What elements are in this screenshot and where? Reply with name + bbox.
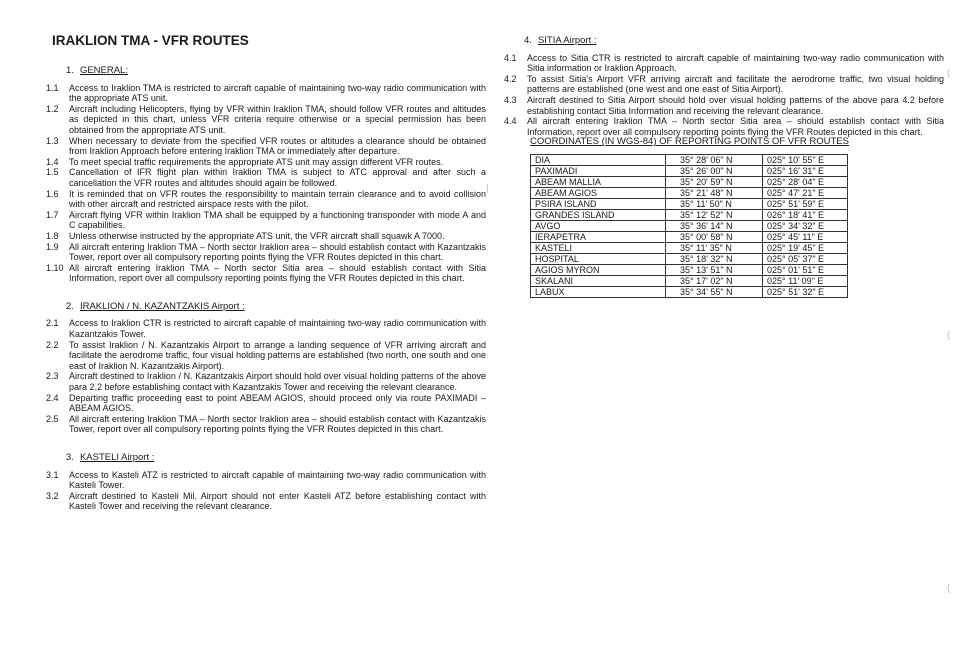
table-row bbox=[531, 165, 848, 176]
longitude-cell: 025° 16' 31" E bbox=[763, 165, 848, 176]
section-heading bbox=[46, 302, 486, 313]
point-name-cell: DIA bbox=[531, 154, 666, 165]
point-name-cell: KASTELI bbox=[531, 242, 666, 253]
latitude-cell: 35° 26' 00" N bbox=[666, 165, 763, 176]
latitude-cell: 35° 20' 59" N bbox=[666, 176, 763, 187]
point-name-cell: HOSPITAL bbox=[531, 253, 666, 264]
paragraph bbox=[504, 116, 944, 137]
margin-mark: | bbox=[486, 183, 489, 194]
paragraph bbox=[46, 136, 486, 157]
coordinates-title: COORDINATES (IN WGS-84) OF REPORTING POINTS OF VFR ROUTES bbox=[530, 136, 849, 148]
paragraph-text: Cancellation of IFR flight plan within Iraklion TMA is subject to ATC approval and after such a cancellation the VFR routes and altitudes should again be followed. bbox=[69, 167, 486, 188]
table-row bbox=[531, 187, 848, 198]
longitude-cell: 025° 10' 55" E bbox=[763, 154, 848, 165]
section-number: 1. bbox=[66, 65, 74, 76]
section-number: 3. bbox=[66, 452, 74, 463]
point-name-cell: AGIOS MYRON bbox=[531, 264, 666, 275]
paragraph bbox=[46, 393, 486, 414]
table-row bbox=[531, 209, 848, 220]
paragraph-number: 1.1 bbox=[46, 82, 59, 93]
paragraph-text: All aircraft entering Iraklion TMA – North sector Iraklion area – should establish contact with Kazantzakis Tower, report over all compulsory reporting points flying the VFR Routes depicted in this chart. bbox=[69, 413, 486, 435]
paragraph-text: All aircraft entering Iraklion TMA – North sector Iraklion area – should establish contact with Kazantzakis Tower, report over all compulsory reporting points flying the VFR Routes depicted in this chart. bbox=[69, 241, 486, 263]
page-title: IRAKLION TMA - VFR ROUTES bbox=[52, 33, 249, 48]
latitude-cell: 35° 17' 02" N bbox=[666, 275, 763, 286]
section-3 bbox=[46, 453, 486, 512]
paragraph-text: To assist Sitia's Airport VFR arriving aircraft and facilitate the aerodrome traffic, two visual holding patterns are established (one west and one east of Sitia Airport). bbox=[527, 73, 944, 95]
table-row bbox=[531, 176, 848, 187]
section-heading-text: GENERAL: bbox=[79, 65, 128, 76]
paragraph-number: 1.3 bbox=[46, 135, 59, 146]
margin-mark: ( bbox=[947, 330, 951, 341]
paragraph bbox=[46, 263, 486, 284]
coordinates-section bbox=[504, 137, 944, 298]
latitude-cell: 35° 00' 58" N bbox=[666, 231, 763, 242]
paragraph bbox=[46, 318, 486, 339]
point-name-cell: GRANDES ISLAND bbox=[531, 209, 666, 220]
paragraph-number: 4.1 bbox=[504, 52, 517, 63]
longitude-cell: 025° 34' 32" E bbox=[763, 220, 848, 231]
paragraph-number: 4.2 bbox=[504, 73, 517, 84]
paragraph-text: To assist Iraklion / N. Kazantzakis Airport to arrange a landing sequence of VFR arriving aircraft and facilitate the aerodrome traffic, four visual holding patterns are established (two north, one south and one east of Iraklion N. Kazantzakis Airport). bbox=[69, 339, 486, 371]
paragraph-text: Aircraft destined to Sitia Airport should hold over visual holding patterns of the above para 4.2 before establishing contact Sitia Information and receiving the relevant clearance. bbox=[527, 94, 944, 116]
point-name-cell: PSIRA ISLAND bbox=[531, 198, 666, 209]
paragraph-text: All aircraft entering Iraklion TMA – North sector Sitia area – should establish contact with Sitia Information, report over all compulsory reporting points flying the VFR Routes depicted in this chart. bbox=[69, 262, 486, 284]
paragraph-text: Departing traffic proceeding east to point ABEAM AGIOS, should proceed only via route PAXIMADI – ABEAM AGIOS. bbox=[69, 392, 486, 414]
paragraph bbox=[46, 340, 486, 372]
paragraph-number: 1.2 bbox=[46, 103, 59, 114]
longitude-cell: 026° 18' 41" E bbox=[763, 209, 848, 220]
table-row bbox=[531, 286, 848, 297]
paragraph bbox=[46, 470, 486, 491]
table-row bbox=[531, 275, 848, 286]
paragraph bbox=[46, 83, 486, 104]
point-name-cell: IERAPETRA bbox=[531, 231, 666, 242]
longitude-cell: 025° 47' 21" E bbox=[763, 187, 848, 198]
longitude-cell: 025° 01' 51" E bbox=[763, 264, 848, 275]
paragraph-text: To meet special traffic requirements the appropriate ATS unit may assign different VFR routes. bbox=[69, 156, 444, 167]
paragraph-number: 2.4 bbox=[46, 392, 59, 403]
paragraph-number: 2.2 bbox=[46, 339, 59, 350]
latitude-cell: 35° 28' 06" N bbox=[666, 154, 763, 165]
paragraph-text: It is reminded that on VFR routes the responsibility to maintain terrain clearance and to avoid collision with other aircraft and restricted airspace rests with the pilot. bbox=[69, 188, 486, 210]
paragraph-number: 1.10 bbox=[46, 262, 64, 273]
latitude-cell: 35° 34' 55" N bbox=[666, 286, 763, 297]
section-number: 2. bbox=[66, 300, 74, 312]
paragraph-number: 1.7 bbox=[46, 209, 59, 220]
longitude-cell: 025° 28' 04" E bbox=[763, 176, 848, 187]
longitude-cell: 025° 19' 45" E bbox=[763, 242, 848, 253]
paragraph bbox=[46, 491, 486, 512]
paragraph-text: Access to Kasteli ATZ is restricted to aircraft capable of maintaining two-way radio communication with Kasteli Tower. bbox=[69, 469, 486, 491]
point-name-cell: PAXIMADI bbox=[531, 165, 666, 176]
section-4 bbox=[504, 36, 944, 137]
point-name-cell: AVGO bbox=[531, 220, 666, 231]
section-heading bbox=[46, 453, 486, 464]
right-sections bbox=[504, 36, 944, 137]
longitude-cell: 025° 45' 11" E bbox=[763, 231, 848, 242]
table-row bbox=[531, 220, 848, 231]
margin-mark: ( bbox=[947, 583, 951, 594]
coordinates-table bbox=[530, 154, 848, 298]
paragraph-text: Unless otherwise instructed by the appropriate ATS unit, the VFR aircraft shall squawk A 7000. bbox=[69, 230, 445, 241]
section-heading-text: KASTELI Airport : bbox=[79, 452, 155, 463]
latitude-cell: 35° 36' 14" N bbox=[666, 220, 763, 231]
section-heading bbox=[504, 36, 944, 47]
paragraph-number: 3.1 bbox=[46, 469, 59, 480]
paragraph-text: Aircraft destined to Iraklion / N. Kazantzakis Airport should hold over visual holding patterns of the above para 2.2 before establishing contact with Kazantzakis Tower and receiving the relevant clearance. bbox=[69, 371, 486, 393]
paragraph-text: Aircraft including Helicopters, flying by VFR within Iraklion TMA, should follow VFR routes and altitudes as depicted in this chart, unless VFR criteria require otherwise or a special permission has been obtained from the appropriate ATS unit. bbox=[69, 103, 486, 135]
paragraph-text: Access to Iraklion CTR is restricted to aircraft capable of maintaining two-way radio communication with Kazantzakis Tower. bbox=[69, 318, 486, 340]
paragraph bbox=[46, 231, 486, 242]
paragraph-number: 4.4 bbox=[504, 116, 517, 127]
paragraph-text: Access to Iraklion TMA is restricted to aircraft capable of maintaining two-way radio communication with the appropriate ATS unit. bbox=[69, 82, 486, 104]
margin-mark: ( bbox=[947, 68, 951, 79]
paragraph-text: Access to Sitia CTR is restricted to aircraft capable of maintaining two-way radio communication with Sitia information or Iraklion Approach. bbox=[527, 52, 944, 74]
paragraph-number: 3.2 bbox=[46, 490, 59, 501]
paragraph-number: 1.4 bbox=[46, 156, 59, 167]
paragraph bbox=[504, 53, 944, 74]
paragraph-number: 2.1 bbox=[46, 318, 59, 329]
latitude-cell: 35° 11' 50" N bbox=[666, 198, 763, 209]
paragraph-text: Aircraft destined to Kasteli Mil. Airport should not enter Kasteli ATZ before establishing contact with Kasteli Tower and receiving the relevant clearance. bbox=[69, 490, 486, 512]
point-name-cell: LABUX bbox=[531, 286, 666, 297]
left-column bbox=[46, 66, 486, 512]
table-row bbox=[531, 253, 848, 264]
paragraph bbox=[46, 157, 486, 168]
table-row bbox=[531, 231, 848, 242]
longitude-cell: 025° 11' 09" E bbox=[763, 275, 848, 286]
longitude-cell: 025° 51' 59" E bbox=[763, 198, 848, 209]
table-row bbox=[531, 242, 848, 253]
paragraph bbox=[46, 104, 486, 136]
table-row bbox=[531, 198, 848, 209]
paragraph bbox=[46, 189, 486, 210]
table-row bbox=[531, 264, 848, 275]
paragraph-number: 1.9 bbox=[46, 241, 59, 252]
section-2 bbox=[46, 302, 486, 435]
paragraph-text: When necessary to deviate from the specified VFR routes or altitudes a clearance should be obtained from Iraklion Approach before entering Iraklion TMA or immediately after departure. bbox=[69, 135, 486, 157]
latitude-cell: 35° 12' 52" N bbox=[666, 209, 763, 220]
longitude-cell: 025° 51' 32" E bbox=[763, 286, 848, 297]
longitude-cell: 025° 05' 37" E bbox=[763, 253, 848, 264]
paragraph bbox=[46, 371, 486, 392]
latitude-cell: 35° 18' 32" N bbox=[666, 253, 763, 264]
paragraph-number: 1.8 bbox=[46, 230, 59, 241]
table-row bbox=[531, 154, 848, 165]
paragraph bbox=[504, 74, 944, 95]
paragraph bbox=[46, 242, 486, 263]
paragraph bbox=[46, 414, 486, 435]
paragraph bbox=[504, 95, 944, 116]
paragraph-number: 1.5 bbox=[46, 167, 59, 178]
paragraph-text: All aircraft entering Iraklion TMA – North sector Sitia area – should establish contact with Sitia Information, report over all compulsory reporting points flying the VFR Routes depicted in this chart. bbox=[527, 116, 944, 137]
point-name-cell: ABEAM AGIOS bbox=[531, 187, 666, 198]
section-heading bbox=[46, 66, 486, 77]
paragraph bbox=[46, 167, 486, 188]
paragraph-number: 2.5 bbox=[46, 413, 59, 424]
paragraph-number: 2.3 bbox=[46, 371, 59, 382]
section-heading-text: IRAKLION / N. KAZANTZAKIS Airport : bbox=[79, 300, 245, 312]
paragraph-number: 4.3 bbox=[504, 94, 517, 105]
latitude-cell: 35° 21' 48" N bbox=[666, 187, 763, 198]
section-1 bbox=[46, 66, 486, 284]
section-heading-text: SITIA Airport : bbox=[537, 35, 597, 46]
paragraph bbox=[46, 210, 486, 231]
paragraph-number: 1.6 bbox=[46, 188, 59, 199]
latitude-cell: 35° 13' 51" N bbox=[666, 264, 763, 275]
latitude-cell: 35° 11' 35" N bbox=[666, 242, 763, 253]
right-column bbox=[504, 36, 944, 298]
point-name-cell: SKALANI bbox=[531, 275, 666, 286]
point-name-cell: ABEAM MALLIA bbox=[531, 176, 666, 187]
paragraph-text: Aircraft flying VFR within Iraklion TMA shall be equipped by a functioning transponder with mode A and C capabilities. bbox=[69, 209, 486, 231]
section-number: 4. bbox=[524, 35, 532, 46]
